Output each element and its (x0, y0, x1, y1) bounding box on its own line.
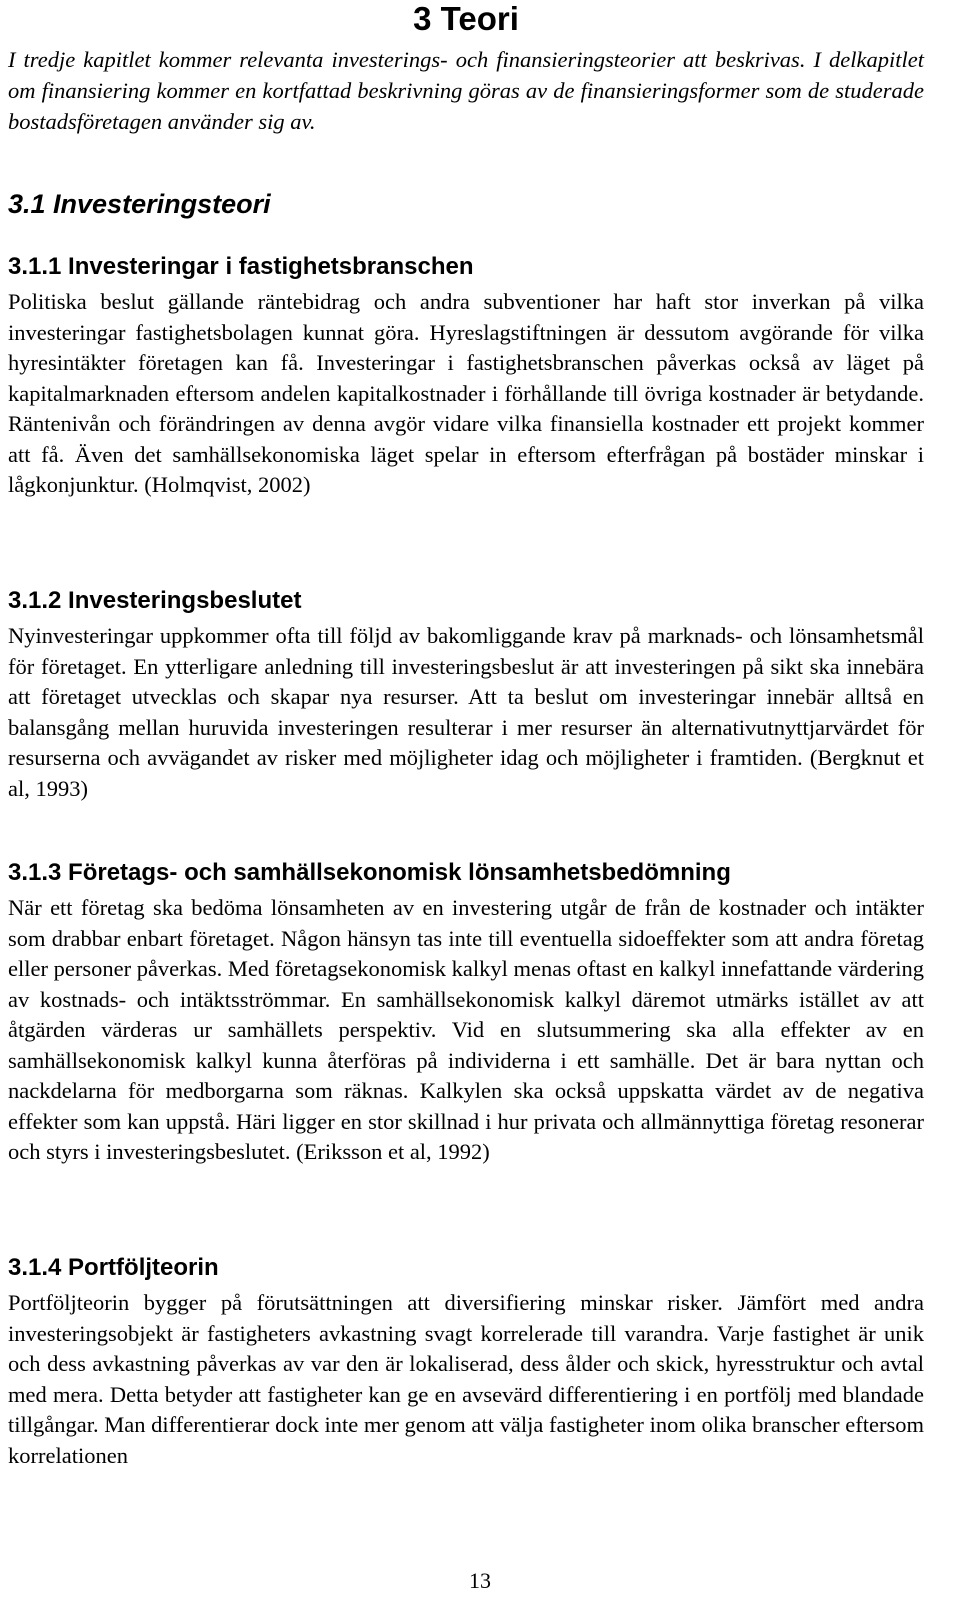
subsection-text: När ett företag ska bedöma lönsamheten av en investering utgår de från de kostnader och intäkter som drabbar enbart företaget. Någon hänsyn tas inte till eventuella sidoeffekter som att andra företag eller personer påverkas. Med företagsekonomisk kalkyl menas oftast en kalkyl innefattande värdering av kostnads- och intäktsströmmar. En samhällsekonomisk kalkyl däremot utmärks istället av att åtgärden värderas ur samhällets perspektiv. Vid en slutsummering ska alla effekter av en samhällsekonomisk kalkyl kunna återföras på individerna i ett samhälle. Det är bara nyttan och nackdelarna för medborgarna som räknas. Kalkylen ska också uppskatta värdet av de negativa effekter som kan uppstå. Häri ligger en stor skillnad i hur privata och allmännyttiga företag resonerar och styrs i investeringsbeslutet. (Eriksson et al, 1992) (8, 895, 924, 1164)
section-title: 3.1 Investeringsteori (8, 189, 271, 219)
subsection-investeringar (8, 252, 924, 501)
subsection-lonsamhetsbedomning (8, 858, 924, 1168)
subsection-investeringsbeslutet (8, 586, 924, 804)
document-page (8, 0, 924, 1468)
chapter-intro: I tredje kapitlet kommer relevanta investerings- och finansieringsteorier att beskrivas. I delkapitlet om finansiering kommer en kortfattad beskrivning göras av de finansieringsformer som de studerade bostadsföretagen använder sig av. (8, 47, 924, 134)
subsection-title: 3.1.1 Investeringar i fastighetsbranschen (8, 253, 474, 280)
chapter-title: 3 Teori (413, 0, 519, 37)
subsection-text: Nyinvesteringar uppkommer ofta till följd av bakomliggande krav på marknads- och lönsamhetsmål för företaget. En ytterligare anledning till investeringsbeslut är att investeringen på sikt ska innebära att företaget utvecklas och skapar nya resurser. Att ta beslut om investeringar innebär alltså en balansgång mellan huruvida investeringen resulterar i mer resurser än alternativutnyttjarvärdet för resurserna och avvägandet av risker med möjligheter idag och möjligheter i framtiden. (Bergknut et al, 1993) (8, 623, 924, 801)
subsection-title: 3.1.2 Investeringsbeslutet (8, 587, 302, 614)
subsection-title: 3.1.3 Företags- och samhällsekonomisk lönsamhetsbedömning (8, 859, 731, 886)
subsection-title: 3.1.4 Portföljteorin (8, 1254, 219, 1281)
subsection-text: Portföljteorin bygger på förutsättningen att diversifiering minskar risker. Jämfört med andra investeringsobjekt är fastigheters avkastning svagt korrelerade till varandra. Varje fastighet är unik och dess avkastning påverkas av var den är lokaliserad, dess ålder och skick, hyresstruktur och avtal med mera. Detta betyder att fastigheter kan ge en avsevärd differentiering i en portfölj med blandade tillgångar. Man differentierar dock inte mer genom att välja fastigheter inom olika branscher eftersom korrelationen (8, 1290, 924, 1468)
subsection-text: Politiska beslut gällande räntebidrag och andra subventioner har haft stor inverkan på vilka investeringar fastighetsbolagen kunnat göra. Hyreslagstiftningen är dessutom avgörande för vilka hyresintäkter företagen kan få. Investeringar i fastighetsbranschen påverkas också av läget på kapitalmarknaden eftersom andelen kapitalkostnader i förhållande till övriga kostnader är betydande. Räntenivån och förändringen av denna avgör vidare vilka finansiella kostnader ett projekt kommer att få. Även det samhällsekonomiska läget spelar in eftersom efterfrågan på bostäder minskar i lågkonjunktur. (Holmqvist, 2002) (8, 289, 924, 497)
page-number: 13 (469, 1568, 491, 1593)
subsection-portfoljteorin (8, 1253, 924, 1471)
